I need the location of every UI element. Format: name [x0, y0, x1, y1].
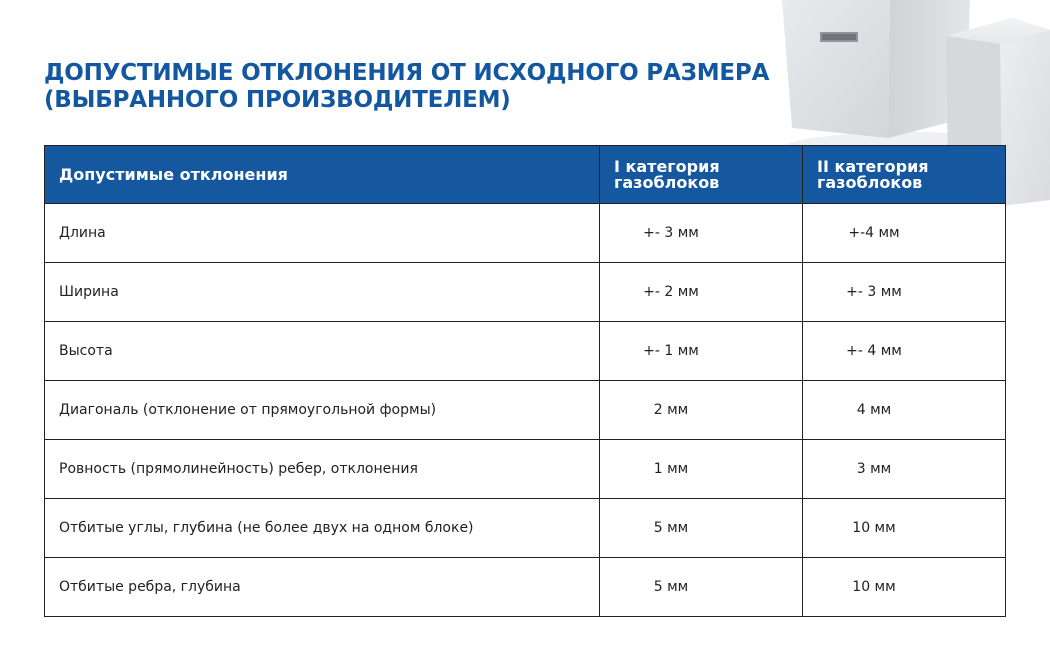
- row-category-2-value: +- 4 мм: [803, 322, 1006, 381]
- page-title-line-2: (ВЫБРАННОГО ПРОИЗВОДИТЕЛЕМ): [44, 87, 511, 113]
- row-category-2-value: 10 мм: [803, 499, 1006, 558]
- header-category-2-line-1: II категория: [817, 156, 929, 176]
- row-category-2-value: +-4 мм: [803, 204, 1006, 263]
- row-category-1-value: 1 мм: [600, 440, 803, 499]
- row-category-2-value: 10 мм: [803, 558, 1006, 617]
- page-title: [44, 60, 784, 114]
- row-category-2-value: 3 мм: [803, 440, 1006, 499]
- row-category-1-value: 5 мм: [600, 499, 803, 558]
- header-row: [45, 146, 1006, 204]
- header-param: Допустимые отклонения: [45, 146, 600, 204]
- row-param: Диагональ (отклонение от прямоугольной формы): [45, 381, 600, 440]
- deviations-table: [44, 145, 1006, 617]
- table-body: [45, 204, 1006, 617]
- header-category-1-line-1: I категория: [614, 156, 720, 176]
- table-row: [45, 204, 1006, 263]
- page-title-line-1: ДОПУСТИМЫЕ ОТКЛОНЕНИЯ ОТ ИСХОДНОГО РАЗМЕРА: [44, 60, 770, 86]
- table-row: [45, 381, 1006, 440]
- row-category-2-value: 4 мм: [803, 381, 1006, 440]
- row-category-2-value: +- 3 мм: [803, 263, 1006, 322]
- row-category-1-value: +- 3 мм: [600, 204, 803, 263]
- row-category-1-value: +- 1 мм: [600, 322, 803, 381]
- table-row: [45, 322, 1006, 381]
- header-category-2-line-2: газоблоков: [817, 172, 923, 192]
- table-row: [45, 499, 1006, 558]
- row-category-1-value: 5 мм: [600, 558, 803, 617]
- header-category-1-line-2: газоблоков: [614, 172, 720, 192]
- header-category-1: [600, 146, 803, 204]
- header-category-2: [803, 146, 1006, 204]
- table-header: [45, 146, 1006, 204]
- row-param: Высота: [45, 322, 600, 381]
- table-row: [45, 558, 1006, 617]
- row-category-1-value: 2 мм: [600, 381, 803, 440]
- row-param: Ширина: [45, 263, 600, 322]
- row-param: Ровность (прямолинейность) ребер, отклонения: [45, 440, 600, 499]
- table-row: [45, 263, 1006, 322]
- row-param: Длина: [45, 204, 600, 263]
- row-category-1-value: +- 2 мм: [600, 263, 803, 322]
- table-row: [45, 440, 1006, 499]
- row-param: Отбитые ребра, глубина: [45, 558, 600, 617]
- row-param: Отбитые углы, глубина (не более двух на одном блоке): [45, 499, 600, 558]
